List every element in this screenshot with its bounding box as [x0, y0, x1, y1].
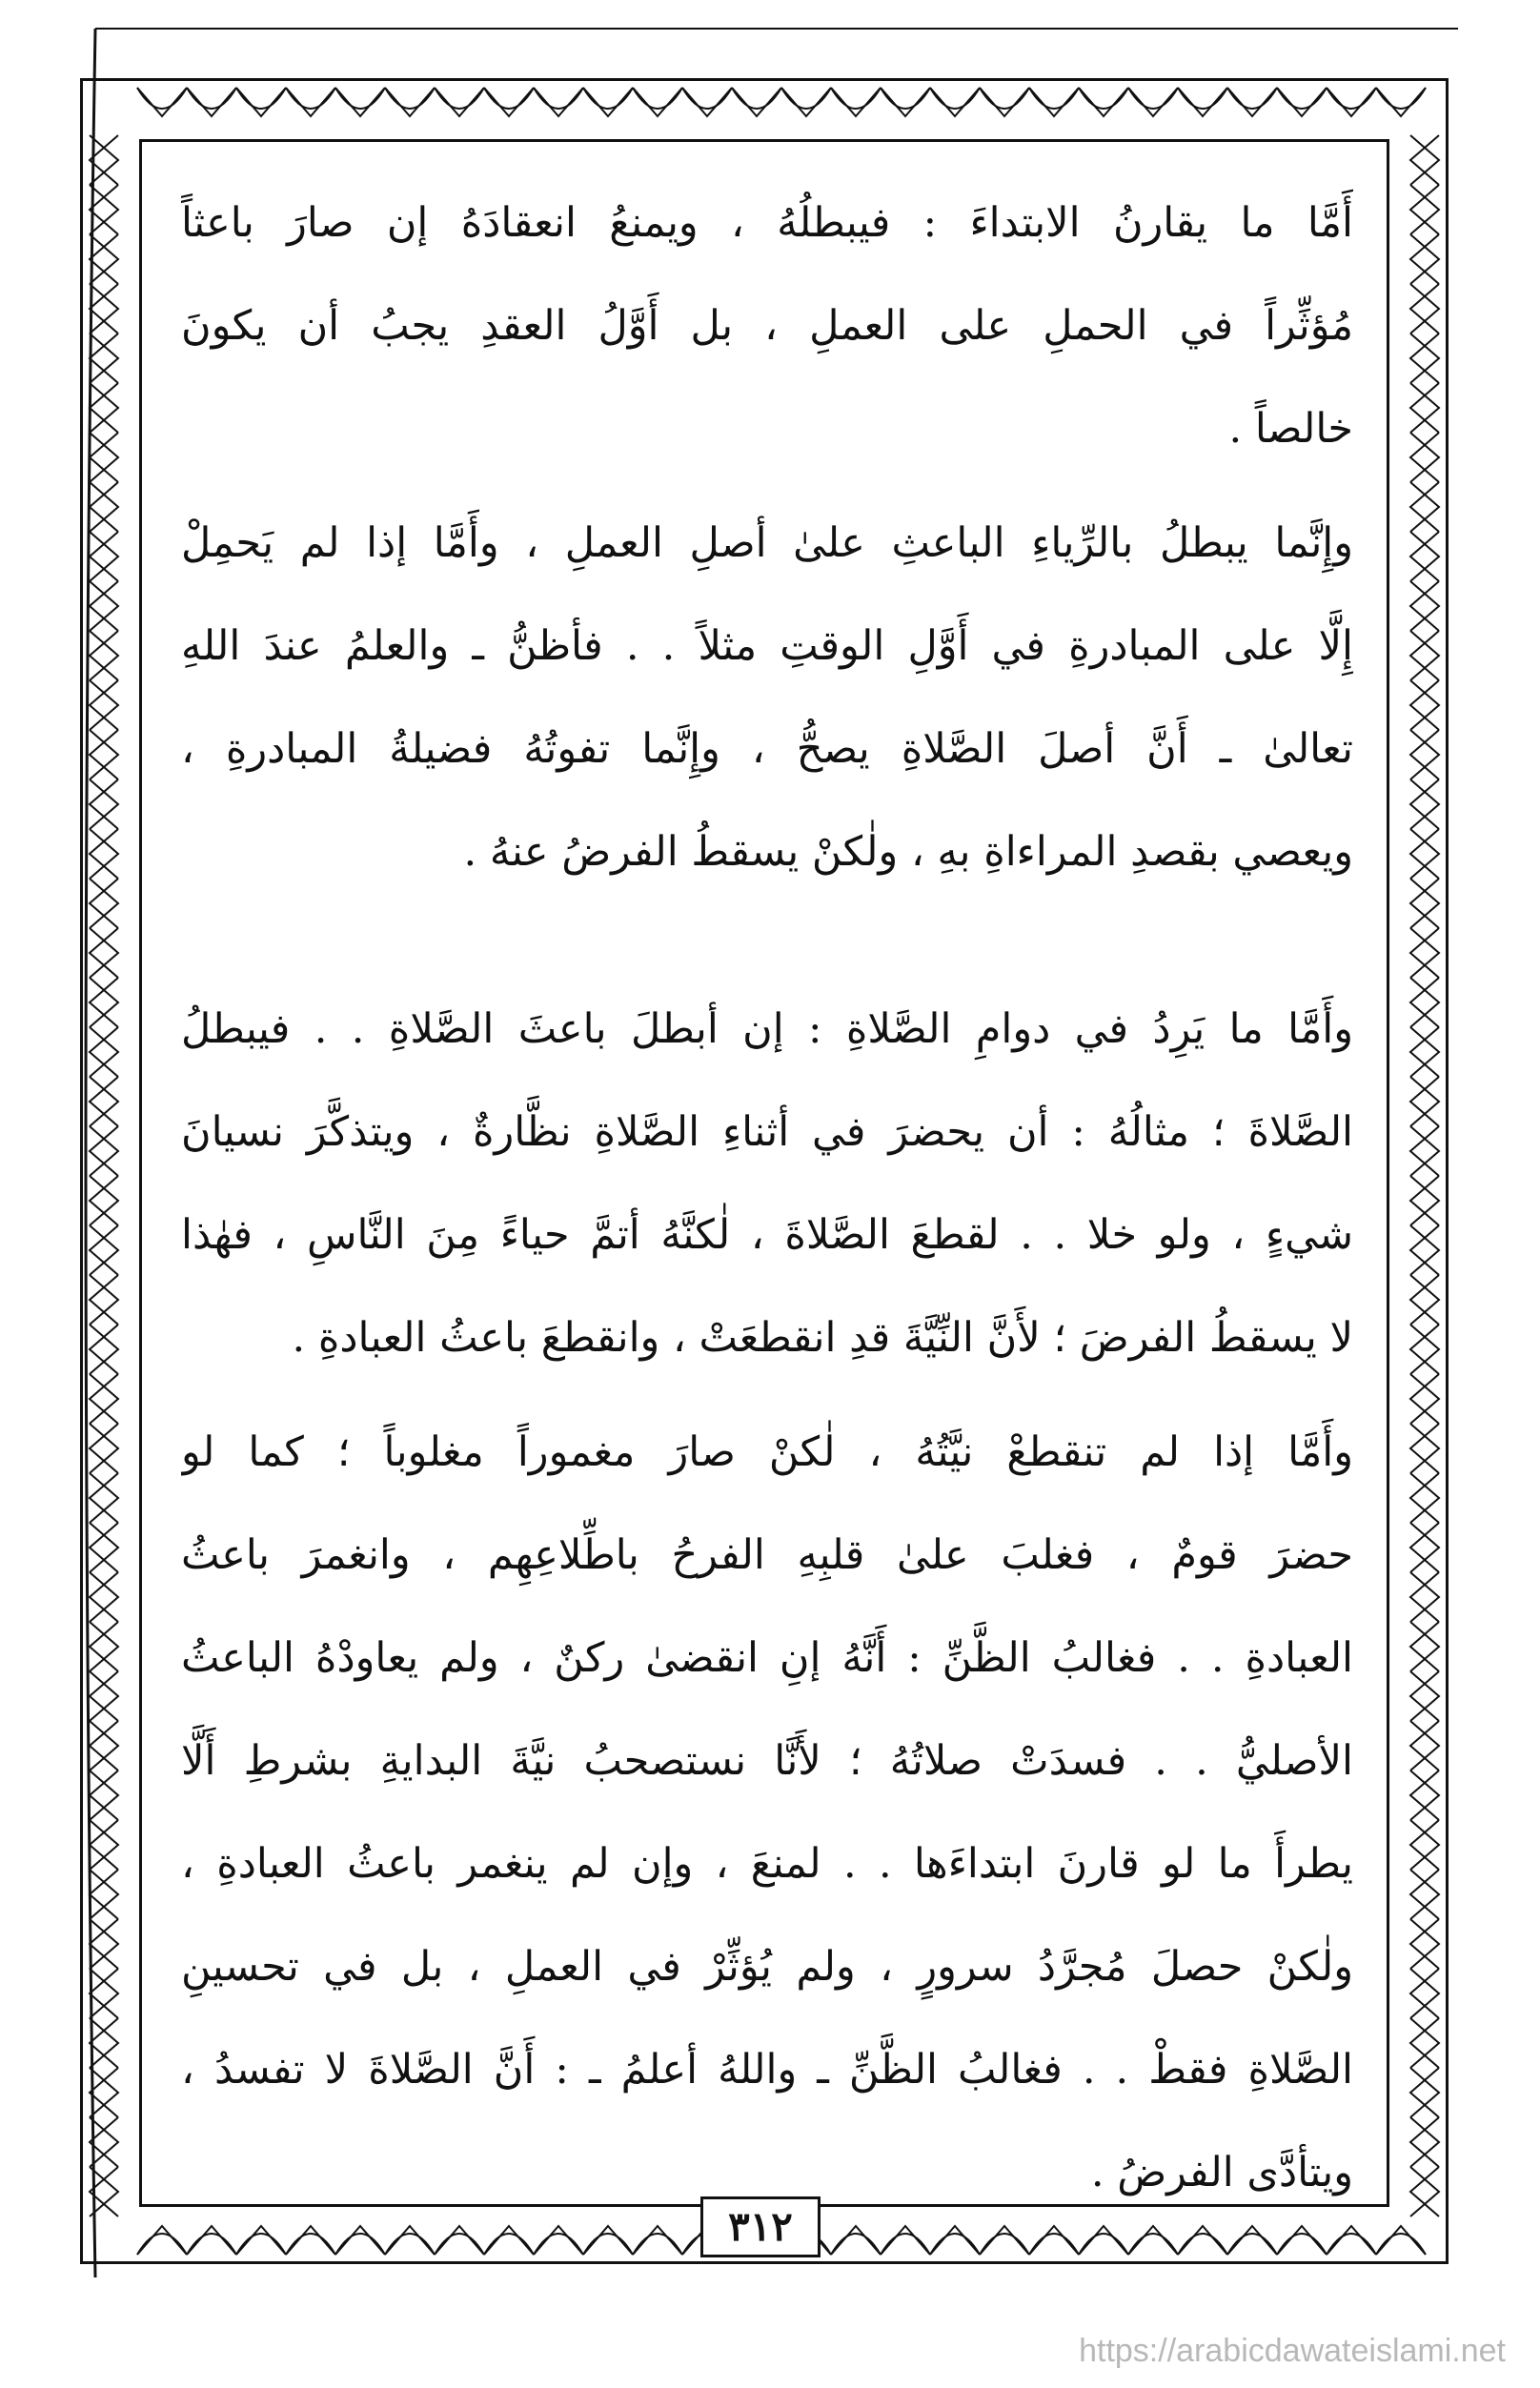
- ornament-arc: [881, 88, 930, 109]
- ornament-zigzag: [90, 1969, 118, 2018]
- ornament-zigzag: [1410, 1919, 1439, 1969]
- ornament-zigzag: [90, 631, 118, 680]
- ornament-zigzag: [1410, 928, 1439, 978]
- ornament-zigzag: [90, 284, 118, 334]
- ornament-zigzag: [1410, 680, 1439, 730]
- ornament-zigzag: [1410, 532, 1439, 581]
- ornament-zigzag: [1227, 88, 1277, 116]
- ornament-zigzag: [90, 1424, 118, 1473]
- ornament-zigzag: [90, 1325, 118, 1374]
- ornament-zigzag: [1079, 2226, 1128, 2255]
- ornament-zigzag: [90, 1523, 118, 1572]
- ornament-zigzag: [1410, 1424, 1439, 1473]
- ornament-zigzag: [1410, 2068, 1439, 2117]
- ornament-zigzag: [1410, 1176, 1439, 1225]
- ornament-zigzag: [90, 185, 118, 234]
- ornament-zigzag: [90, 433, 118, 482]
- ornament-zigzag: [1410, 383, 1439, 433]
- text-line: وإِنَّما يبطلُ بالرِّياءِ الباعثِ علىٰ أصلِ العملِ ، وأَمَّا إذا لم يَحمِلْ: [181, 519, 1353, 567]
- ornament-arc: [1079, 88, 1128, 109]
- ornament-zigzag: [1410, 234, 1439, 284]
- ornament-zigzag: [335, 88, 385, 116]
- ornament-zigzag: [90, 1275, 118, 1325]
- text-line: ويتأدَّى الفرضُ .: [1090, 2149, 1353, 2196]
- ornament-zigzag: [1410, 730, 1439, 779]
- ornament-zigzag: [90, 1374, 118, 1424]
- ornament-zigzag: [90, 1721, 118, 1771]
- ornament-zigzag: [90, 730, 118, 779]
- ornament-zigzag: [90, 1225, 118, 1275]
- ornament-zigzag: [1410, 433, 1439, 482]
- ornament-zigzag: [286, 88, 335, 116]
- ornament-zigzag: [90, 2167, 118, 2216]
- ornament-zigzag: [831, 2226, 881, 2255]
- ornament-zigzag: [90, 1126, 118, 1176]
- ornament-zigzag: [1410, 433, 1439, 482]
- ornament-zigzag: [1410, 1424, 1439, 1473]
- ornament-zigzag: [90, 1622, 118, 1671]
- ornament-zigzag: [633, 88, 682, 116]
- ornament-zigzag: [90, 978, 118, 1027]
- text-line: حضرَ قومٌ ، فغلبَ علىٰ قلبِهِ الفرحُ باطِّلاعِهِم ، وانغمرَ باعثُ: [181, 1531, 1353, 1579]
- ornament-zigzag: [831, 88, 881, 116]
- text-line: إِلَّا على المبادرةِ في أَوَّلِ الوقتِ مثلاً . . فأظنُّ ـ والعلمُ عندَ اللهِ: [181, 622, 1353, 670]
- ornament-zigzag: [1178, 2226, 1227, 2255]
- ornament-arc: [335, 2234, 385, 2255]
- text-line: وأَمَّا ما يَرِدُ في دوامِ الصَّلاةِ : إن أبطلَ باعثَ الصَّلاةِ . . فيبطلُ: [181, 1005, 1353, 1053]
- ornament-zigzag: [1410, 1077, 1439, 1126]
- ornament-arc: [137, 2234, 187, 2255]
- ornament-arc: [881, 2234, 930, 2255]
- text-line: ولٰكنْ حصلَ مُجرَّدُ سرورٍ ، ولم يُؤثِّرْ في العملِ ، بل في تحسينِ: [181, 1943, 1353, 1991]
- text-line: مُؤثِّراً في الحملِ على العملِ ، بل أَوَّلُ العقدِ يجبُ أن يكونَ: [181, 302, 1353, 350]
- ornament-zigzag: [1277, 88, 1327, 116]
- ornament-zigzag: [90, 2068, 118, 2117]
- ornament-zigzag: [1410, 1721, 1439, 1771]
- ornament-zigzag: [1410, 1622, 1439, 1671]
- ornament-zigzag: [1410, 2117, 1439, 2167]
- ornament-zigzag: [90, 1572, 118, 1622]
- ornament-zigzag: [90, 135, 118, 185]
- ornament-zigzag: [90, 1820, 118, 1870]
- ornament-zigzag: [236, 88, 286, 116]
- ornament-zigzag: [1410, 581, 1439, 631]
- ornament-zigzag: [1410, 1523, 1439, 1572]
- ornament-zigzag: [1410, 1572, 1439, 1622]
- ornament-zigzag: [1410, 1473, 1439, 1523]
- ornament-zigzag: [90, 1622, 118, 1671]
- ornament-zigzag: [1410, 928, 1439, 978]
- ornament-zigzag: [90, 928, 118, 978]
- ornament-zigzag: [90, 1424, 118, 1473]
- ornament-zigzag: [90, 433, 118, 482]
- text-line: شيءٍ ، ولو خلا . . لقطعَ الصَّلاةَ ، لٰكنَّهُ أتمَّ حياءً مِنَ النَّاسِ ، فهٰذا: [181, 1211, 1353, 1259]
- ornament-zigzag: [1178, 88, 1227, 116]
- ornament-zigzag: [90, 482, 118, 532]
- ornament-zigzag: [980, 88, 1029, 116]
- ornament-zigzag: [881, 88, 930, 116]
- ornament-zigzag: [1410, 2117, 1439, 2167]
- paragraph: [181, 492, 1353, 903]
- ornament-zigzag: [90, 1374, 118, 1424]
- text-line: يطرأَ ما لو قارنَ ابتداءَها . . لمنعَ ، وإن لم ينغمر باعثُ العبادةِ ،: [181, 1840, 1353, 1888]
- ornament-zigzag: [1410, 978, 1439, 1027]
- ornament-zigzag: [1410, 1325, 1439, 1374]
- ornament-arc: [484, 2234, 534, 2255]
- ornament-arc: [236, 2234, 286, 2255]
- ornament-zigzag: [1410, 284, 1439, 334]
- ornament-zigzag: [583, 2226, 633, 2255]
- ornament-arc: [1227, 88, 1277, 109]
- ornament-zigzag: [1410, 1374, 1439, 1424]
- ornament-zigzag: [90, 1771, 118, 1820]
- ornament-zigzag: [1410, 829, 1439, 879]
- ornament-zigzag: [1410, 1523, 1439, 1572]
- ornament-zigzag: [980, 2226, 1029, 2255]
- page-body: [181, 172, 1353, 2196]
- ornament-arc: [137, 88, 187, 109]
- ornament-zigzag: [1410, 135, 1439, 185]
- ornament-zigzag: [1410, 2018, 1439, 2068]
- ornament-zigzag: [1128, 2226, 1178, 2255]
- ornament-zigzag: [633, 2226, 682, 2255]
- ornament-zigzag: [1410, 1919, 1439, 1969]
- text-line: الصَّلاةِ فقطْ . . فغالبُ الظَّنِّ ـ واللهُ أعلمُ ـ : أَنَّ الصَّلاةَ لا تفسدُ ،: [181, 2046, 1353, 2094]
- ornament-zigzag: [781, 88, 831, 116]
- ornament-zigzag: [90, 779, 118, 829]
- ornament-zigzag: [90, 1027, 118, 1077]
- ornament-arc: [682, 88, 732, 109]
- ornament-zigzag: [1410, 2167, 1439, 2216]
- ornament-zigzag: [90, 1077, 118, 1126]
- ornament-zigzag: [187, 88, 236, 116]
- paragraph: [181, 978, 1353, 1389]
- ornament-arc: [385, 2234, 435, 2255]
- ornament-zigzag: [90, 829, 118, 879]
- ornament-zigzag: [90, 1771, 118, 1820]
- ornament-zigzag: [335, 2226, 385, 2255]
- ornament-zigzag: [1410, 1325, 1439, 1374]
- ornament-arc: [1178, 88, 1227, 109]
- ornament-zigzag: [1410, 1820, 1439, 1870]
- ornament-zigzag: [682, 88, 732, 116]
- ornament-zigzag: [881, 2226, 930, 2255]
- ornament-arc: [187, 2234, 236, 2255]
- ornament-zigzag: [90, 334, 118, 383]
- ornament-zigzag: [90, 284, 118, 334]
- ornament-zigzag: [1410, 185, 1439, 234]
- ornament-zigzag: [90, 631, 118, 680]
- ornament-zigzag: [1410, 482, 1439, 532]
- ornament-zigzag: [90, 2117, 118, 2167]
- ornament-zigzag: [1410, 1969, 1439, 2018]
- ornament-zigzag: [1410, 1870, 1439, 1919]
- ornament-zigzag: [90, 879, 118, 928]
- ornament-arc: [286, 2234, 335, 2255]
- ornament-zigzag: [90, 1077, 118, 1126]
- ornament-zigzag: [1410, 1771, 1439, 1820]
- ornament-zigzag: [1029, 2226, 1079, 2255]
- ornament-arc: [930, 88, 980, 109]
- ornament-arc: [1079, 2234, 1128, 2255]
- ornament-zigzag: [90, 730, 118, 779]
- ornament-zigzag: [187, 2226, 236, 2255]
- text-line: لا يسقطُ الفرضَ ؛ لأَنَّ النِّيَّةَ قدِ انقطعَتْ ، وانقطعَ باعثُ العبادةِ .: [292, 1314, 1353, 1362]
- ornament-zigzag: [90, 2167, 118, 2216]
- ornament-zigzag: [1410, 1622, 1439, 1671]
- paragraph: [181, 1401, 1353, 2224]
- ornament-zigzag: [1410, 135, 1439, 185]
- ornament-arc: [1029, 88, 1079, 109]
- ornament-zigzag: [1410, 779, 1439, 829]
- ornament-zigzag: [137, 88, 187, 116]
- ornament-zigzag: [90, 2117, 118, 2167]
- ornament-zigzag: [534, 88, 583, 116]
- ornament-zigzag: [1410, 1176, 1439, 1225]
- ornament-zigzag: [90, 829, 118, 879]
- ornament-zigzag: [1410, 1969, 1439, 2018]
- ornament-zigzag: [435, 88, 484, 116]
- text-line: ويعصي بقصدِ المراءاةِ بهِ ، ولٰكنْ يسقطُ الفرضُ عنهُ .: [463, 828, 1353, 876]
- ornament-arc: [484, 88, 534, 109]
- ornament-zigzag: [1410, 978, 1439, 1027]
- ornament-zigzag: [90, 1473, 118, 1523]
- ornament-zigzag: [1410, 1225, 1439, 1275]
- ornament-zigzag: [385, 2226, 435, 2255]
- ornament-zigzag: [1410, 334, 1439, 383]
- ornament-zigzag: [1410, 631, 1439, 680]
- ornament-zigzag: [90, 383, 118, 433]
- ornament-zigzag: [1410, 185, 1439, 234]
- ornament-arc: [633, 2234, 682, 2255]
- ornament-arc: [930, 2234, 980, 2255]
- ornament-arc: [633, 88, 682, 109]
- ornament-zigzag: [1410, 779, 1439, 829]
- paragraph: [181, 172, 1353, 480]
- ornament-zigzag: [1410, 1572, 1439, 1622]
- ornament-zigzag: [1327, 2226, 1376, 2255]
- ornament-zigzag: [90, 234, 118, 284]
- ornament-zigzag: [1410, 482, 1439, 532]
- ornament-zigzag: [90, 2018, 118, 2068]
- ornament-zigzag: [1410, 1771, 1439, 1820]
- ornament-arc: [187, 88, 236, 109]
- ornament-arc: [1178, 2234, 1227, 2255]
- ornament-zigzag: [1410, 829, 1439, 879]
- ornament-zigzag: [1029, 88, 1079, 116]
- ornament-zigzag: [1410, 879, 1439, 928]
- ornament-zigzag: [1410, 1027, 1439, 1077]
- ornament-zigzag: [90, 1176, 118, 1225]
- ornament-zigzag: [90, 1721, 118, 1771]
- ornament-zigzag: [534, 2226, 583, 2255]
- ornament-zigzag: [90, 1870, 118, 1919]
- ornament-zigzag: [1410, 1374, 1439, 1424]
- ornament-zigzag: [1410, 532, 1439, 581]
- ornament-zigzag: [90, 879, 118, 928]
- ornament-zigzag: [90, 928, 118, 978]
- ornament-arc: [980, 2234, 1029, 2255]
- ornament-arc: [781, 88, 831, 109]
- ornament-zigzag: [90, 1572, 118, 1622]
- ornament-arc: [1227, 2234, 1277, 2255]
- ornament-zigzag: [930, 88, 980, 116]
- ornament-zigzag: [90, 1027, 118, 1077]
- ornament-zigzag: [435, 2226, 484, 2255]
- watermark-url: https://arabicdawateislami.net: [1079, 2333, 1506, 2369]
- text-line: أَمَّا ما يقارنُ الابتداءَ : فيبطلُهُ ، ويمنعُ انعقادَهُ إن صارَ باعثاً: [181, 199, 1353, 247]
- ornament-zigzag: [1410, 1721, 1439, 1771]
- ornament-zigzag: [90, 1919, 118, 1969]
- ornament-zigzag: [90, 532, 118, 581]
- ornament-arc: [1327, 88, 1376, 109]
- ornament-zigzag: [90, 1919, 118, 1969]
- ornament-zigzag: [1410, 1870, 1439, 1919]
- ornament-zigzag: [90, 1325, 118, 1374]
- ornament-zigzag: [484, 88, 534, 116]
- text-line: وأَمَّا إذا لم تنقطعْ نيَّتُهُ ، لٰكنْ صارَ مغموراً مغلوباً ؛ كما لو: [181, 1428, 1353, 1476]
- ornament-arc: [831, 2234, 881, 2255]
- ornament-zigzag: [1410, 680, 1439, 730]
- ornament-zigzag: [1079, 88, 1128, 116]
- right-ornament-border: [1391, 78, 1449, 2264]
- ornament-zigzag: [90, 779, 118, 829]
- ornament-arc: [286, 88, 335, 109]
- ornament-zigzag: [90, 532, 118, 581]
- ornament-zigzag: [1327, 88, 1376, 116]
- ornament-arc: [980, 88, 1029, 109]
- text-line: الأصليُّ . . فسدَتْ صلاتُهُ ؛ لأَنَّا نستصحبُ نيَّةَ البدايةِ بشرطِ أَلَّا: [181, 1737, 1353, 1785]
- ornament-zigzag: [1410, 1275, 1439, 1325]
- ornament-zigzag: [1410, 1225, 1439, 1275]
- ornament-zigzag: [90, 334, 118, 383]
- ornament-zigzag: [1410, 1275, 1439, 1325]
- ornament-zigzag: [90, 1969, 118, 2018]
- ornament-arc: [534, 2234, 583, 2255]
- ornament-zigzag: [1410, 2167, 1439, 2216]
- ornament-zigzag: [90, 581, 118, 631]
- ornament-arc: [1277, 88, 1327, 109]
- ornament-arc: [831, 88, 881, 109]
- ornament-zigzag: [1410, 1820, 1439, 1870]
- ornament-zigzag: [90, 135, 118, 185]
- text-line: تعالىٰ ـ أَنَّ أصلَ الصَّلاةِ يصحُّ ، وإِنَّما تفوتُهُ فضيلةُ المبادرةِ ،: [181, 725, 1353, 773]
- ornament-zigzag: [90, 383, 118, 433]
- ornament-arc: [732, 88, 781, 109]
- ornament-zigzag: [583, 88, 633, 116]
- ornament-zigzag: [90, 2018, 118, 2068]
- ornament-zigzag: [137, 2226, 187, 2255]
- ornament-zigzag: [90, 1671, 118, 1721]
- ornament-zigzag: [1410, 284, 1439, 334]
- ornament-zigzag: [90, 978, 118, 1027]
- text-line: خالصاً .: [1228, 405, 1353, 453]
- ornament-arc: [385, 88, 435, 109]
- ornament-zigzag: [90, 1870, 118, 1919]
- ornament-zigzag: [1410, 1671, 1439, 1721]
- ornament-zigzag: [1277, 2226, 1327, 2255]
- ornament-arc: [1128, 88, 1178, 109]
- ornament-zigzag: [1410, 2068, 1439, 2117]
- ornament-zigzag: [1227, 2226, 1277, 2255]
- ornament-zigzag: [90, 2068, 118, 2117]
- ornament-arc: [1327, 2234, 1376, 2255]
- ornament-zigzag: [90, 1126, 118, 1176]
- ornament-arc: [1128, 2234, 1178, 2255]
- ornament-arc: [1029, 2234, 1079, 2255]
- ornament-zigzag: [90, 482, 118, 532]
- ornament-zigzag: [385, 88, 435, 116]
- ornament-zigzag: [1410, 1473, 1439, 1523]
- ornament-zigzag: [90, 581, 118, 631]
- ornament-arc: [435, 2234, 484, 2255]
- ornament-zigzag: [90, 1671, 118, 1721]
- ornament-zigzag: [1410, 1027, 1439, 1077]
- ornament-zigzag: [90, 1523, 118, 1572]
- text-line: الصَّلاةَ ؛ مثالُهُ : أن يحضرَ في أثناءِ الصَّلاةِ نظَّارةٌ ، ويتذكَّرَ نسيانَ: [181, 1108, 1353, 1156]
- ornament-zigzag: [930, 2226, 980, 2255]
- ornament-zigzag: [90, 1473, 118, 1523]
- text-line: العبادةِ . . فغالبُ الظَّنِّ : أَنَّهُ إنِ انقضىٰ ركنٌ ، ولم يعاودْهُ الباعثُ: [181, 1634, 1353, 1682]
- ornament-arc: [435, 88, 484, 109]
- ornament-zigzag: [1128, 88, 1178, 116]
- ornament-zigzag: [90, 1820, 118, 1870]
- ornament-arc: [335, 88, 385, 109]
- ornament-arc: [236, 88, 286, 109]
- ornament-zigzag: [286, 2226, 335, 2255]
- ornament-zigzag: [90, 185, 118, 234]
- ornament-zigzag: [732, 88, 781, 116]
- ornament-zigzag: [90, 234, 118, 284]
- ornament-zigzag: [1410, 581, 1439, 631]
- ornament-zigzag: [90, 1225, 118, 1275]
- ornament-zigzag: [90, 680, 118, 730]
- ornament-zigzag: [1410, 1077, 1439, 1126]
- ornament-arc: [534, 88, 583, 109]
- page-number: ٣١٢: [700, 2196, 821, 2257]
- ornament-arc: [583, 88, 633, 109]
- ornament-zigzag: [484, 2226, 534, 2255]
- ornament-zigzag: [90, 680, 118, 730]
- left-ornament-border: [80, 78, 137, 2264]
- ornament-zigzag: [1410, 234, 1439, 284]
- ornament-zigzag: [1410, 631, 1439, 680]
- ornament-zigzag: [1410, 383, 1439, 433]
- top-ornament-border: [80, 78, 1449, 135]
- ornament-zigzag: [1410, 1671, 1439, 1721]
- ornament-zigzag: [90, 1275, 118, 1325]
- ornament-arc: [583, 2234, 633, 2255]
- ornament-arc: [1277, 2234, 1327, 2255]
- ornament-zigzag: [1410, 1126, 1439, 1176]
- ornament-zigzag: [236, 2226, 286, 2255]
- ornament-zigzag: [1410, 2018, 1439, 2068]
- ornament-zigzag: [1410, 730, 1439, 779]
- ornament-zigzag: [90, 1176, 118, 1225]
- ornament-zigzag: [1410, 334, 1439, 383]
- ornament-zigzag: [1410, 879, 1439, 928]
- ornament-zigzag: [1410, 1126, 1439, 1176]
